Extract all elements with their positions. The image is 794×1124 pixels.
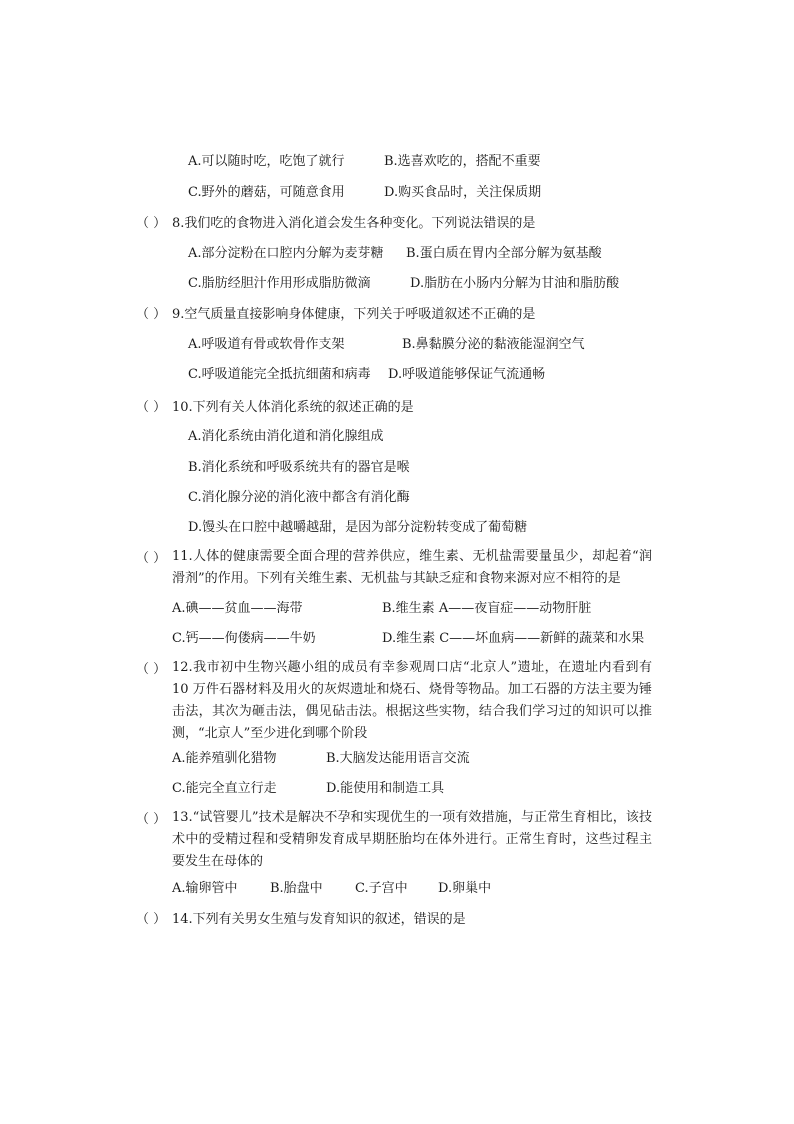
q11-option-a: A.碘——贫血——海带 [172,601,303,616]
q13-stem: 13.“试管婴儿”技术是解决不孕和实现优生的一项有效措施，与正常生育相比，该技术中的受精过程和受精卵发育成早期胚胎均在体外进行。正常生育时，这些过程主要发生在母体的 [172,810,652,869]
q11-option-d: D.维生素 C——坏血病——新鲜的蔬菜和水果 [382,631,645,646]
q8-option-b: B.蛋白质在胃内全部分解为氨基酸 [406,246,602,261]
q8-answer-paren: （ ） [136,216,167,231]
q9-answer-paren: （ ） [136,307,167,322]
q13-option-d: D.卵巢中 [438,881,492,896]
q12-option-c: C.能完全直立行走 [172,781,277,796]
q8-option-d: D.脂肪在小肠内分解为甘油和脂肪酸 [410,276,620,291]
q10-option-c: C.消化腺分泌的消化液中都含有消化酶 [188,490,410,505]
q8-option-c: C.脂肪经胆汁作用形成脂肪微滴 [188,276,371,291]
q10-option-a: A.消化系统由消化道和消化腺组成 [188,429,384,444]
q13-option-b: B.胎盘中 [270,881,323,896]
q9-option-d: D.呼吸道能够保证气流通畅 [388,367,546,382]
q7-option-d: D.购买食品时，关注保质期 [384,185,542,200]
q12-answer-paren: （ ） [136,662,167,677]
q7-option-b: B.选喜欢吃的，搭配不重要 [384,154,541,169]
q9-stem: 9.空气质量直接影响身体健康，下列关于呼吸道叙述不正确的是 [172,307,536,322]
q11-option-b: B.维生素 A——夜盲症——动物肝脏 [382,601,592,616]
q10-stem: 10.下列有关人体消化系统的叙述正确的是 [172,400,414,415]
q13-option-a: A.输卵管中 [172,881,238,896]
q11-option-c: C.钙——佝偻病——牛奶 [172,631,316,646]
q14-stem: 14.下列有关男女生殖与发育知识的叙述，错误的是 [172,912,466,927]
q9-option-a: A.呼吸道有骨或软骨作支架 [188,337,345,352]
q10-option-d: D.馒头在口腔中越嚼越甜，是因为部分淀粉转变成了葡萄糖 [188,520,528,535]
q12-stem: 12.我市初中生物兴趣小组的成员有幸参观周口店“北京人”遗址，在遗址内看到有 10 万件石器材料及用火的灰烬遗址和烧石、烧骨等物品。加工石器的方法主要为锤击法，其次为砸击法，偶见砧击法。根据这些实物，结合我们学习过的知识可以推测，“北京人”至少进化到哪个阶段 [172,660,652,741]
q8-stem: 8.我们吃的食物进入消化道会发生各种变化。下列说法错误的是 [172,216,536,231]
q8-option-a: A.部分淀粉在口腔内分解为麦芽糖 [188,246,384,261]
q10-answer-paren: （ ） [136,400,167,415]
q12-option-d: D.能使用和制造工具 [326,781,445,796]
q13-answer-paren: （ ） [136,812,167,827]
q12-option-b: B.大脑发达能用语言交流 [326,751,470,766]
q12-option-a: A.能养殖驯化猎物 [172,751,277,766]
q11-answer-paren: （ ） [136,551,167,566]
q10-option-b: B.消化系统和呼吸系统共有的器官是喉 [188,460,410,475]
q14-answer-paren: （ ） [136,912,167,927]
q9-option-b: B.鼻黏膜分泌的黏液能湿润空气 [402,337,585,352]
q7-option-a: A.可以随时吃，吃饱了就行 [188,154,345,169]
q9-option-c: C.呼吸道能完全抵抗细菌和病毒 [188,367,371,382]
q11-stem: 11.人体的健康需要全面合理的营养供应，维生素、无机盐需要量虽少，却起着“润滑剂”的作用。下列有关维生素、无机盐与其缺乏症和食物来源对应不相符的是 [172,549,652,586]
q13-option-c: C.子宫中 [355,881,408,896]
q7-option-c: C.野外的蘑菇，可随意食用 [188,185,345,200]
